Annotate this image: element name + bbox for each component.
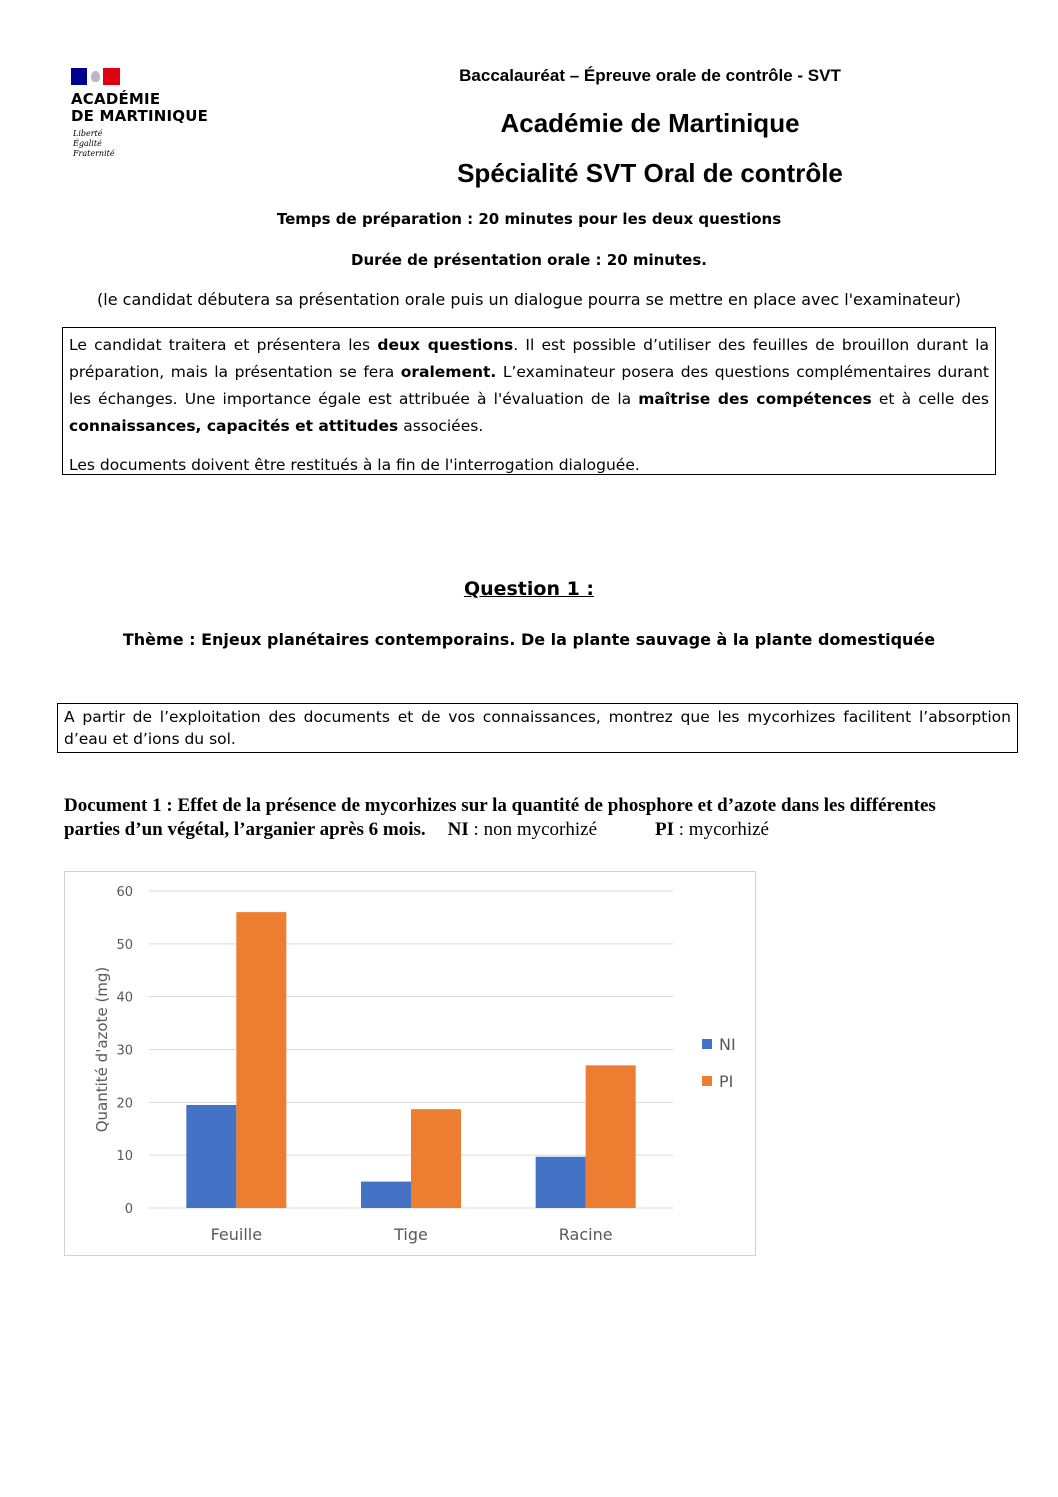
y-tick-label: 20	[116, 1096, 133, 1112]
chart-svg	[65, 872, 755, 1255]
bar-pi-racine	[586, 1065, 636, 1208]
question-prompt: A partir de l’exploitation des documents et de vos connaissances, montrez que les mycorhizes facilitent l’absorption d’eau et d’ions du sol.	[57, 703, 1018, 753]
legend-swatch	[702, 1039, 712, 1049]
question-title: Question 1 :	[463, 578, 595, 600]
instructions-box	[62, 327, 996, 475]
x-category-label: Tige	[394, 1225, 428, 1244]
logo-motto	[73, 129, 251, 159]
y-tick-label: 60	[116, 885, 133, 900]
question-theme: Thème : Enjeux planétaires contemporains. De la plante sauvage à la plante domestiquée	[122, 630, 936, 649]
presentation-note: (le candidat débutera sa présentation orale puis un dialogue pourra se mettre en place avec l'examinateur)	[97, 290, 961, 309]
motto-1: Liberté	[73, 129, 103, 138]
subject-title: Spécialité SVT Oral de contrôle	[457, 158, 843, 188]
logo-line-2: DE MARTINIQUE	[71, 107, 209, 125]
legend-label: PI	[719, 1072, 734, 1091]
legend-swatch	[702, 1076, 712, 1086]
logo-line-1: ACADÉMIE	[71, 90, 161, 108]
academy-logo	[71, 68, 251, 159]
instructions-paragraph-2: Les documents doivent être restitués à la fin de l'interrogation dialoguée.	[69, 456, 640, 474]
y-tick-label: 10	[116, 1149, 133, 1165]
x-category-label: Feuille	[210, 1225, 263, 1244]
instructions-paragraph-1: Le candidat traitera et présentera les deux questions. Il est possible d’utiliser des feuilles de brouillon durant la préparation, mais la présentation se fera oralement. L’examinateur posera des questions complémentaires durant les échanges. Une importance égale est attribuée à l'évaluation de la maîtrise des compétences et à celle des connaissances, capacités et attitudes associées.	[69, 336, 990, 435]
presentation-duration: Durée de présentation orale : 20 minutes.	[351, 251, 707, 269]
bar-ni-feuille	[186, 1105, 236, 1208]
document-1-title: Document 1 : Effet de la présence de mycorhizes sur la quantité de phosphore et d’azote dans les différentes parties d’un végétal, l’arganier après 6 mois. NI : non mycorhizé PI : mycorhizé	[64, 795, 936, 840]
y-axis-label: Quantité d'azote (mg)	[93, 966, 111, 1133]
logo-name	[71, 91, 251, 125]
legend-label: NI	[719, 1035, 736, 1054]
x-category-label: Racine	[558, 1225, 613, 1244]
bar-ni-tige	[361, 1182, 411, 1208]
motto-2: Égalité	[73, 139, 102, 148]
y-tick-label: 0	[124, 1202, 133, 1217]
bar-ni-racine	[536, 1157, 586, 1208]
bar-pi-tige	[411, 1109, 461, 1208]
y-tick-label: 40	[116, 990, 133, 1006]
y-tick-label: 30	[116, 1043, 133, 1059]
nitrogen-bar-chart	[64, 871, 756, 1256]
motto-3: Fraternité	[73, 149, 115, 158]
french-flag-icon	[71, 68, 120, 85]
prep-time: Temps de préparation : 20 minutes pour les deux questions	[276, 210, 782, 228]
exam-title: Baccalauréat – Épreuve orale de contrôle - SVT	[459, 66, 841, 85]
y-tick-label: 50	[116, 937, 133, 953]
bar-pi-feuille	[236, 912, 286, 1208]
academy-title: Académie de Martinique	[500, 108, 800, 138]
